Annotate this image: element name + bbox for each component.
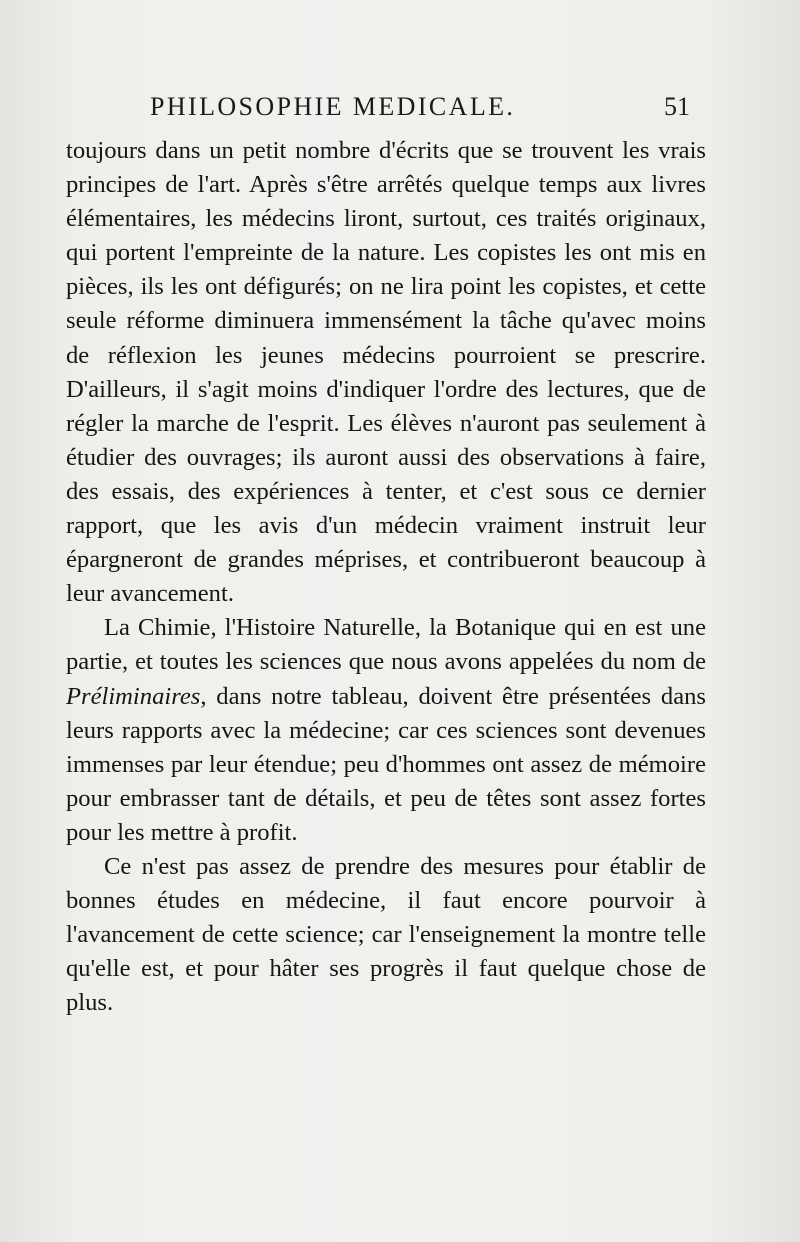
page-header <box>150 92 690 128</box>
paragraph-2-part-1: La Chimie, l'Histoire Naturelle, la Botanique qui en est une partie, et toutes les sciences que nous avons appelées du nom de <box>66 614 706 676</box>
page-number: 51 <box>664 92 690 121</box>
paragraph-2-part-2: , dans notre tableau, doivent être présentées dans leurs rapports avec la médecine; car ces sciences sont devenues immenses par leur étendue; peu d'hommes ont assez de mémoire pour embrasser tant de détails, et peu de têtes sont assez fortes pour les mettre à profit. <box>66 682 706 846</box>
italic-term: Préliminaires <box>66 682 201 710</box>
paragraph-1: toujours dans un petit nombre d'écrits que se trouvent les vrais principes de l'art. Après s'être arrêtés quelque temps aux livres élémentaires, les médecins liront, surtout, ces traités originaux, qui portent l'empreinte de la nature. Les copistes les ont mis en pièces, ils les ont défigurés; on ne lira point les copistes, et cette seule réforme diminuera immensément la tâche qu'avec moins de réflexion les jeunes médecins pourroient se prescrire. D'ailleurs, il s'agit moins d'indiquer l'ordre des lectures, que de régler la marche de l'esprit. Les élèves n'auront pas seulement à étudier des ouvrages; ils auront aussi des observations à faire, des essais, des expériences à tenter, et c'est sous ce dernier rapport, que les avis d'un médecin vraiment instruit leur épargneront de grandes méprises, et contribueront beaucoup à leur avancement. <box>66 137 706 608</box>
body-text <box>66 134 706 1020</box>
running-title: PHILOSOPHIE MEDICALE. <box>150 92 516 121</box>
paragraph-3: Ce n'est pas assez de prendre des mesures pour établir de bonnes études en médecine, il faut encore pourvoir à l'avancement de cette science; car l'enseignement la montre telle qu'elle est, et pour hâter ses progrès il faut quelque chose de plus. <box>66 852 706 1017</box>
paragraph-2 <box>66 611 706 850</box>
